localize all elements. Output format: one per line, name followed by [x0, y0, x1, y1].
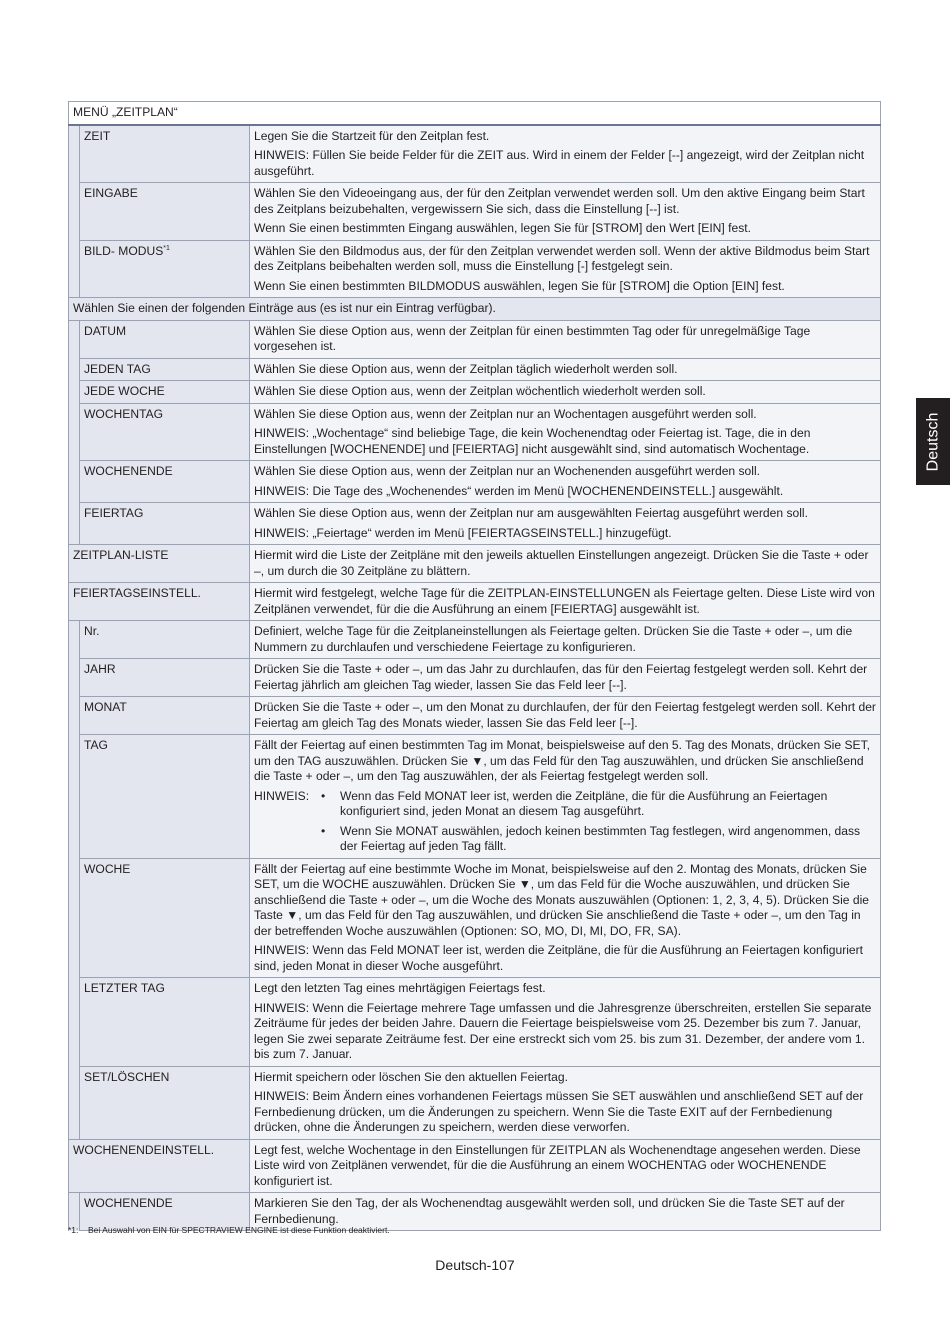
table-row-jeden-tag [69, 358, 881, 381]
table-row-zeitplan-liste [69, 545, 881, 583]
table-row-tag [69, 735, 881, 859]
row-label: JEDE WOCHE [80, 381, 250, 404]
row-description: Hiermit wird die Liste der Zeitpläne mit den jeweils aktuellen Einstellungen angezeigt. Drücken Sie die Taste + oder –, um durch die 30 Zeitpläne zu blättern. [250, 545, 881, 583]
table-header-row [69, 102, 881, 125]
row-description: Legt den letzten Tag eines mehrtägigen Feiertags fest. HINWEIS: Wenn die Feiertage mehrere Tage umfassen und die Jahresgrenze überschreiten, erstellen Sie separate Zeiträume für jedes der beiden Jahre. Dauern die Feiertage beispielsweise vom 25. Dezember bis zum 7. Januar, legen Sie zwei separate Zeiträume fest. Der eine erstreckt sich vom 25. bis zum 31. Dezember, der andere vom 1. bis zum 7. Januar. [250, 978, 881, 1067]
table-row-jede-woche [69, 381, 881, 404]
row-label: BILD- MODUS$^{*1}$ [80, 240, 250, 298]
language-label: Deutsch [924, 412, 942, 471]
table-row-bildmodus [69, 240, 881, 298]
bullet-icon: • [321, 823, 326, 838]
schedule-menu-table [68, 101, 881, 1231]
row-label: ZEITPLAN-LISTE [69, 545, 250, 583]
row-label: ZEIT [80, 125, 250, 183]
table-row-jahr [69, 659, 881, 697]
table-row-nr [69, 621, 881, 659]
row-description: Hiermit speichern oder löschen Sie den aktuellen Feiertag. HINWEIS: Beim Ändern eines vorhandenen Feiertags müssen Sie SET auswählen und anschließend SET auf der Fernbedienung drücken, um die Änderungen zu speichern. Wenn Sie die Taste EXIT auf der Fernbedienung drücken, ohne die Änderungen zu speichern, werden diese verworfen. [250, 1066, 881, 1139]
table-row-set-loeschen [69, 1066, 881, 1139]
bullet-icon: • [321, 788, 326, 803]
row-description: Drücken Sie die Taste + oder –, um das Jahr zu durchlaufen, das für den Feiertag festgelegt werden soll. Kehrt der Feiertag jährlich am gleichen Tag wieder, lassen Sie das Feld leer [--]. [250, 659, 881, 697]
row-label: WOCHE [80, 858, 250, 978]
row-description: Legt fest, welche Wochentage in den Einstellungen für ZEITPLAN als Wochenendtage angesehen werden. Diese Liste wird von Zeitplänen verwendet, für die die Ausführung an einem WOCHENTAG oder WOCHENENDE konfiguriert ist. [250, 1139, 881, 1193]
list-item: • Wenn Sie MONAT auswählen, jedoch keinen bestimmten Tag festlegen, wird angenommen, dass der Feiertag auf jeden Tag fällt. [314, 824, 876, 855]
row-description: Wählen Sie diese Option aus, wenn der Zeitplan nur an Wochentagen ausgeführt werden soll. HINWEIS: „Wochentage“ sind beliebige Tage, die kein Wochenendtag oder Feiertag ist. Tage, die in den Einstellungen [WOCHENENDE] und [FEIERTAG] nicht ausgewählt sind, sind automatisch Wochentage. [250, 403, 881, 461]
note-block: HINWEIS: • Wenn das Feld MONAT leer ist, werden die Zeitpläne, die für die Ausführung an Feiertagen konfiguriert sind, jeden Monat an diesem Tag ausgeführt. • Wenn Sie MONAT auswählen, jedoch keinen bestimmten Tag festlegen, wird angenommen, dass der Feiertag auf jeden Tag fällt. [254, 789, 876, 855]
table-row-letzter-tag [69, 978, 881, 1067]
row-label: MONAT [80, 697, 250, 735]
row-label: FEIERTAGSEINSTELL. [69, 583, 250, 621]
table-row-wochenendeinstell [69, 1139, 881, 1193]
row-label: DATUM [80, 320, 250, 358]
row-label: JAHR [80, 659, 250, 697]
row-label: EINGABE [80, 183, 250, 241]
row-description: Wählen Sie diese Option aus, wenn der Zeitplan für einen bestimmten Tag oder für unregelmäßige Tage vorgesehen ist. [250, 320, 881, 358]
table-header: MENÜ „ZEITPLAN“ [69, 102, 881, 125]
row-label: JEDEN TAG [80, 358, 250, 381]
table-row-woche [69, 858, 881, 978]
row-description: Wählen Sie diese Option aus, wenn der Zeitplan wöchentlich wiederholt werden soll. [250, 381, 881, 404]
row-description: Wählen Sie den Videoeingang aus, der für den Zeitplan verwendet werden soll. Um den aktive Eingang beim Start des Zeitplans beizubehalten, vergewissern Sie sich, dass die Einstellung [--] ist. Wenn Sie einen bestimmten Eingang auswählen, legen Sie für [STROM] den Wert [EIN] fest. [250, 183, 881, 241]
table-row-eingabe [69, 183, 881, 241]
row-description: Drücken Sie die Taste + oder –, um den Monat zu durchlaufen, der für den Feiertag festgelegt werden soll. Kehrt der Feiertag am gleich Tag des Monats wieder, lassen Sie das Feld leer [--]. [250, 697, 881, 735]
table-row-zeit [69, 125, 881, 183]
footnote-ref: *1 [163, 244, 170, 252]
row-description: Hiermit wird festgelegt, welche Tage für die ZEITPLAN-EINSTELLUNGEN als Feiertage gelten. Diese Liste wird von Zeitplänen verwendet, für die die Ausführung an einem [FEIERTAG] ausgewählt ist. [250, 583, 881, 621]
table-row-monat [69, 697, 881, 735]
row-description: Fällt der Feiertag auf einen bestimmten Tag im Monat, beispielsweise auf den 5. Tag des Monats, drücken Sie SET, um den TAG auszuwählen. Drücken Sie ▼, um das Feld für den Tag auszuwählen, und drücken Sie anschließend die Taste + oder –, um den Tag auszuwählen, der als Feiertag festgelegt werden soll. HINWEIS: • Wenn das Feld MONAT leer ist, werden die Zeitpläne, die für die Ausführung an Feiertagen konfiguriert sind, jeden Monat an diesem Tag ausgeführt. • Wenn Sie MONAT auswählen, jedoch keinen bestimmten Tag festlegen, wird angenommen, dass der Feiertag auf jeden Tag fällt. [250, 735, 881, 859]
row-label: LETZTER TAG [80, 978, 250, 1067]
row-label: WOCHENENDEINSTELL. [69, 1139, 250, 1193]
table-row-wochenende [69, 461, 881, 503]
row-description: Wählen Sie den Bildmodus aus, der für den Zeitplan verwendet werden soll. Wenn der aktive Bildmodus beim Start des Zeitplans beibehalten werden soll, muss die Einstellung [-] festgelegt sein. Wenn Sie einen bestimmten BILDMODUS auswählen, legen Sie für [STROM] die Option [EIN] fest. [250, 240, 881, 298]
selection-note: Wählen Sie einen der folgenden Einträge aus (es ist nur ein Eintrag verfügbar). [69, 298, 881, 321]
row-description: Markieren Sie den Tag, der als Wochenendtag ausgewählt werden soll, und drücken Sie die Taste SET auf der Fernbedienung. [250, 1193, 881, 1231]
row-label: Nr. [80, 621, 250, 659]
footnote-mark: *1: [68, 1225, 79, 1235]
page-number: Deutsch-107 [435, 1257, 515, 1273]
row-description: Legen Sie die Startzeit für den Zeitplan fest. HINWEIS: Füllen Sie beide Felder für die ZEIT aus. Wird in einem der Felder [--] angezeigt, wird der Zeitplan nicht ausgeführt. [250, 125, 881, 183]
row-label: WOCHENENDE [80, 1193, 250, 1231]
note-list [314, 789, 876, 855]
row-description: Wählen Sie diese Option aus, wenn der Zeitplan täglich wiederholt werden soll. [250, 358, 881, 381]
row-label: WOCHENTAG [80, 403, 250, 461]
table-row-feiertag [69, 503, 881, 545]
row-label: FEIERTAG [80, 503, 250, 545]
row-description: Wählen Sie diese Option aus, wenn der Zeitplan nur an Wochenenden ausgeführt werden soll. HINWEIS: Die Tage des „Wochenendes“ werden im Menü [WOCHENENDEINSTELL.] ausgewählt. [250, 461, 881, 503]
row-description: Fällt der Feiertag auf eine bestimmte Woche im Monat, beispielsweise auf den 2. Montag des Monats, drücken Sie SET, um die WOCHE auszuwählen. Drücken Sie ▼, um das Feld für die Woche auszuwählen, und drücken Sie anschließend die Taste + oder –, um die Woche des Monats auszuwählen (Optionen: 1, 2, 3, 4, 5). Drücken Sie die Taste ▼, um das Feld für den Tag auszuwählen, und drücken Sie anschließend die Taste + oder –, um den Tag in der betreffenden Woche auszuwählen (Optionen: SO, MO, DI, MI, DO, FR, SA). HINWEIS: Wenn das Feld MONAT leer ist, werden die Zeitpläne, die für die Ausführung an Feiertagen konfiguriert sind, jeden Monat in dieser Woche ausgeführt. [250, 858, 881, 978]
table-row-auswahl-hinweis [69, 298, 881, 321]
table-row-wochentag [69, 403, 881, 461]
row-label: TAG [80, 735, 250, 859]
row-label: SET/LÖSCHEN [80, 1066, 250, 1139]
footnote-text: Bei Auswahl von EIN für SPECTRAVIEW ENGINE ist diese Funktion deaktiviert. [88, 1225, 390, 1235]
table-row-datum [69, 320, 881, 358]
row-label: WOCHENENDE [80, 461, 250, 503]
list-item: • Wenn das Feld MONAT leer ist, werden die Zeitpläne, die für die Ausführung an Feiertagen konfiguriert sind, jeden Monat an diesem Tag ausgeführt. [314, 789, 876, 820]
language-side-tab [916, 398, 950, 485]
table-row-feiertagseinstell [69, 583, 881, 621]
row-description: Wählen Sie diese Option aus, wenn der Zeitplan nur am ausgewählten Feiertag ausgeführt werden soll. HINWEIS: „Feiertage“ werden im Menü [FEIERTAGSEINSTELL.] hinzugefügt. [250, 503, 881, 545]
row-description: Definiert, welche Tage für die Zeitplaneinstellungen als Feiertage gelten. Drücken Sie die Taste + oder –, um die Nummern zu durchlaufen und verschiedene Feiertage zu konfigurieren. [250, 621, 881, 659]
footnote [68, 1225, 390, 1235]
